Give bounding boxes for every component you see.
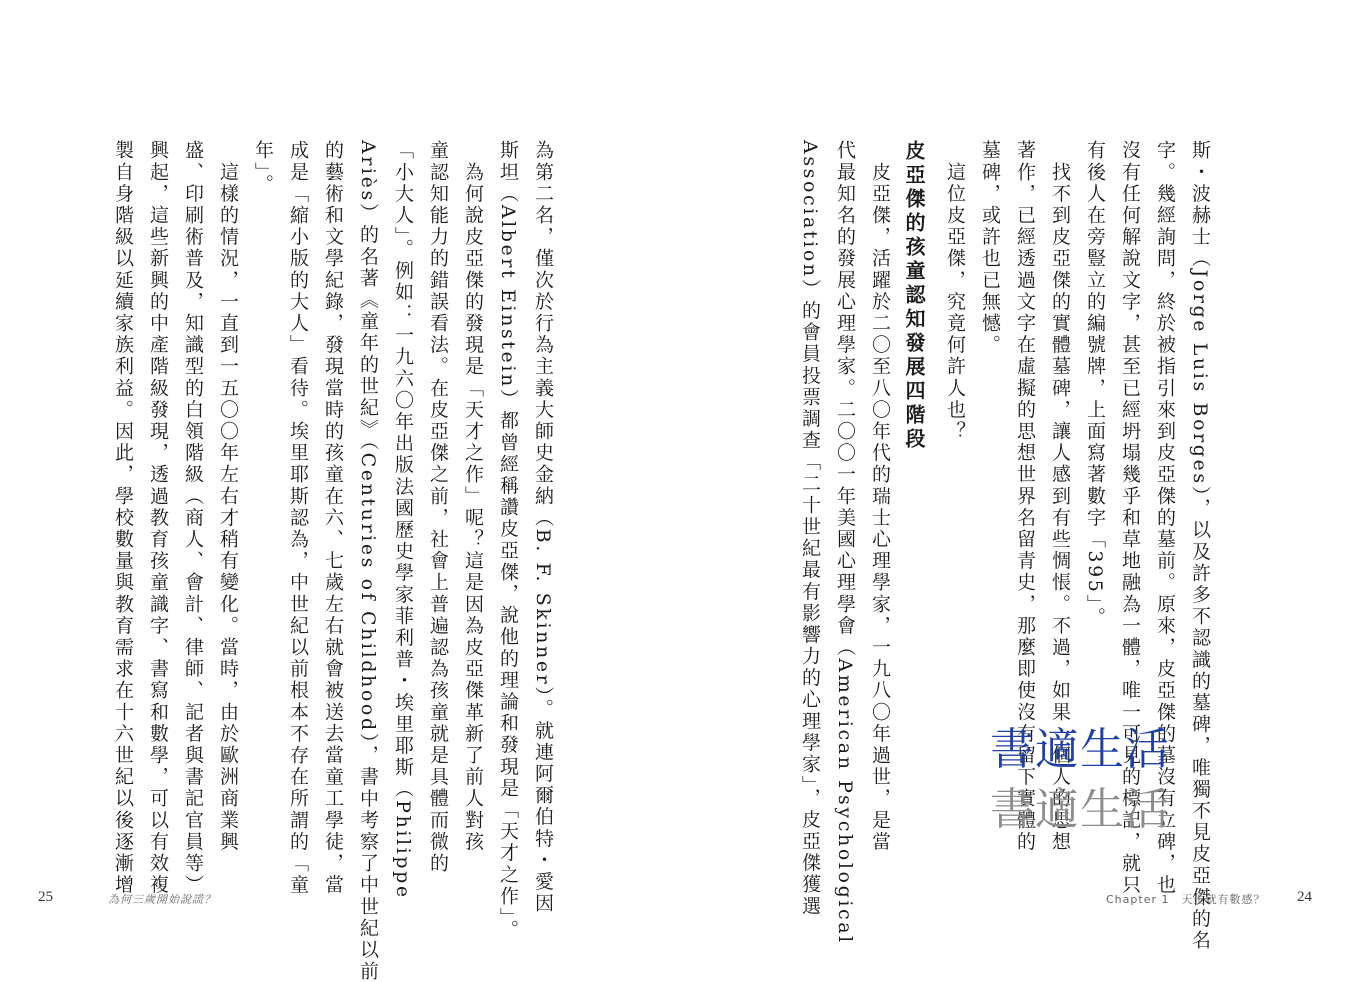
text-column: 斯坦（Albert Einstein）都曾經稱讚皮亞傑，說他的理論和發現是「天才之作」。 bbox=[497, 140, 519, 941]
text-column: 有後人在旁豎立的編號牌，上面寫著數字「395」。 bbox=[1084, 140, 1106, 629]
text-column: 斯・波赫士（Jorge Luis Borges），以及許多不認識的墓碑，唯獨不見皮亞傑的名 bbox=[1189, 140, 1211, 952]
running-head: Chapter 1 天生就有數感？ bbox=[1106, 893, 1266, 906]
text-column: 「小大人」。例如：一九六〇年出版法國歷史學家菲利普・埃里耶斯（Philippe bbox=[392, 140, 414, 900]
text-column: 字。幾經詢問，終於被指引來到皮亞傑的墓前。原來，皮亞傑的墓沒有立碑，也 bbox=[1154, 140, 1176, 896]
page-number: 25 bbox=[38, 889, 53, 905]
text-column: 找不到皮亞傑的實體墓碑，讓人感到有些惆悵。不過，如果一個人的思想 bbox=[1049, 140, 1071, 853]
text-column: 著作，已經透過文字在虛擬的思想世界名留青史，那麼即使沒有留下實體的 bbox=[1014, 140, 1036, 853]
running-head: 為何三歲開始說謊？ bbox=[108, 893, 216, 906]
text-column: 盛、印刷術普及，知識型的白領階級（商人、會計、律師、記者與書記官員等） bbox=[182, 140, 204, 896]
text-column: 沒有任何解說文字，甚至已經坍塌幾乎和草地融為一體，唯一可見的標記，就只 bbox=[1119, 140, 1141, 896]
text-column: 製自身階級以延續家族利益。因此，學校數量與教育需求在十六世紀以後逐漸增 bbox=[112, 140, 134, 896]
text-column: 皮亞傑，活躍於二〇至八〇年代的瑞士心理學家，一九八〇年過世，是當 bbox=[869, 140, 891, 853]
watermark-text: 書適生活 bbox=[990, 724, 1170, 775]
text-column: 墓碑，或許也已無憾。 bbox=[979, 140, 1001, 356]
text-column: 年」。 bbox=[252, 140, 274, 196]
text-column: 為第二名，僅次於行為主義大師史金納（B. F. Skinner）。就連阿爾伯特・愛因 bbox=[532, 140, 554, 915]
text-column: 代最知名的發展心理學家。二〇〇一年美國心理學會（American Psychological bbox=[834, 140, 856, 945]
text-column: Association）的會員投票調查「二十世紀最有影響力的心理學家」，皮亞傑獲選 bbox=[799, 140, 821, 918]
page-number: 24 bbox=[1297, 889, 1312, 905]
text-column: 童認知能力的錯誤看法。在皮亞傑之前，社會上普遍認為孩童就是具體而微的 bbox=[427, 140, 449, 875]
text-column: 這位皮亞傑，究竟何許人也？ bbox=[944, 140, 966, 443]
section-heading: 皮亞傑的孩童認知發展四階段 bbox=[902, 140, 926, 452]
text-column: 這樣的情況，一直到一五〇〇年左右才稍有變化。當時，由於歐洲商業興 bbox=[217, 140, 239, 853]
text-column: 興起，這些新興的中產階級發現，透過教育孩童識字、書寫和數學，可以有效複 bbox=[147, 140, 169, 896]
watermark-text-shadow: 書適生活 bbox=[990, 784, 1170, 835]
text-column: Ariès）的名著《童年的世紀》（Centuries of Childhood），書中考察了中世紀以前 bbox=[357, 140, 379, 982]
text-column: 的藝術和文學紀錄，發現當時的孩童在六、七歲左右就會被送去當童工學徒，當 bbox=[322, 140, 344, 896]
text-column: 成是「縮小版的大人」看待。埃里耶斯認為，中世紀以前根本不存在所謂的「童 bbox=[287, 140, 309, 896]
text-column: 為何說皮亞傑的發現是「天才之作」呢？這是因為皮亞傑革新了前人對孩 bbox=[462, 140, 484, 853]
left-page bbox=[0, 0, 677, 982]
